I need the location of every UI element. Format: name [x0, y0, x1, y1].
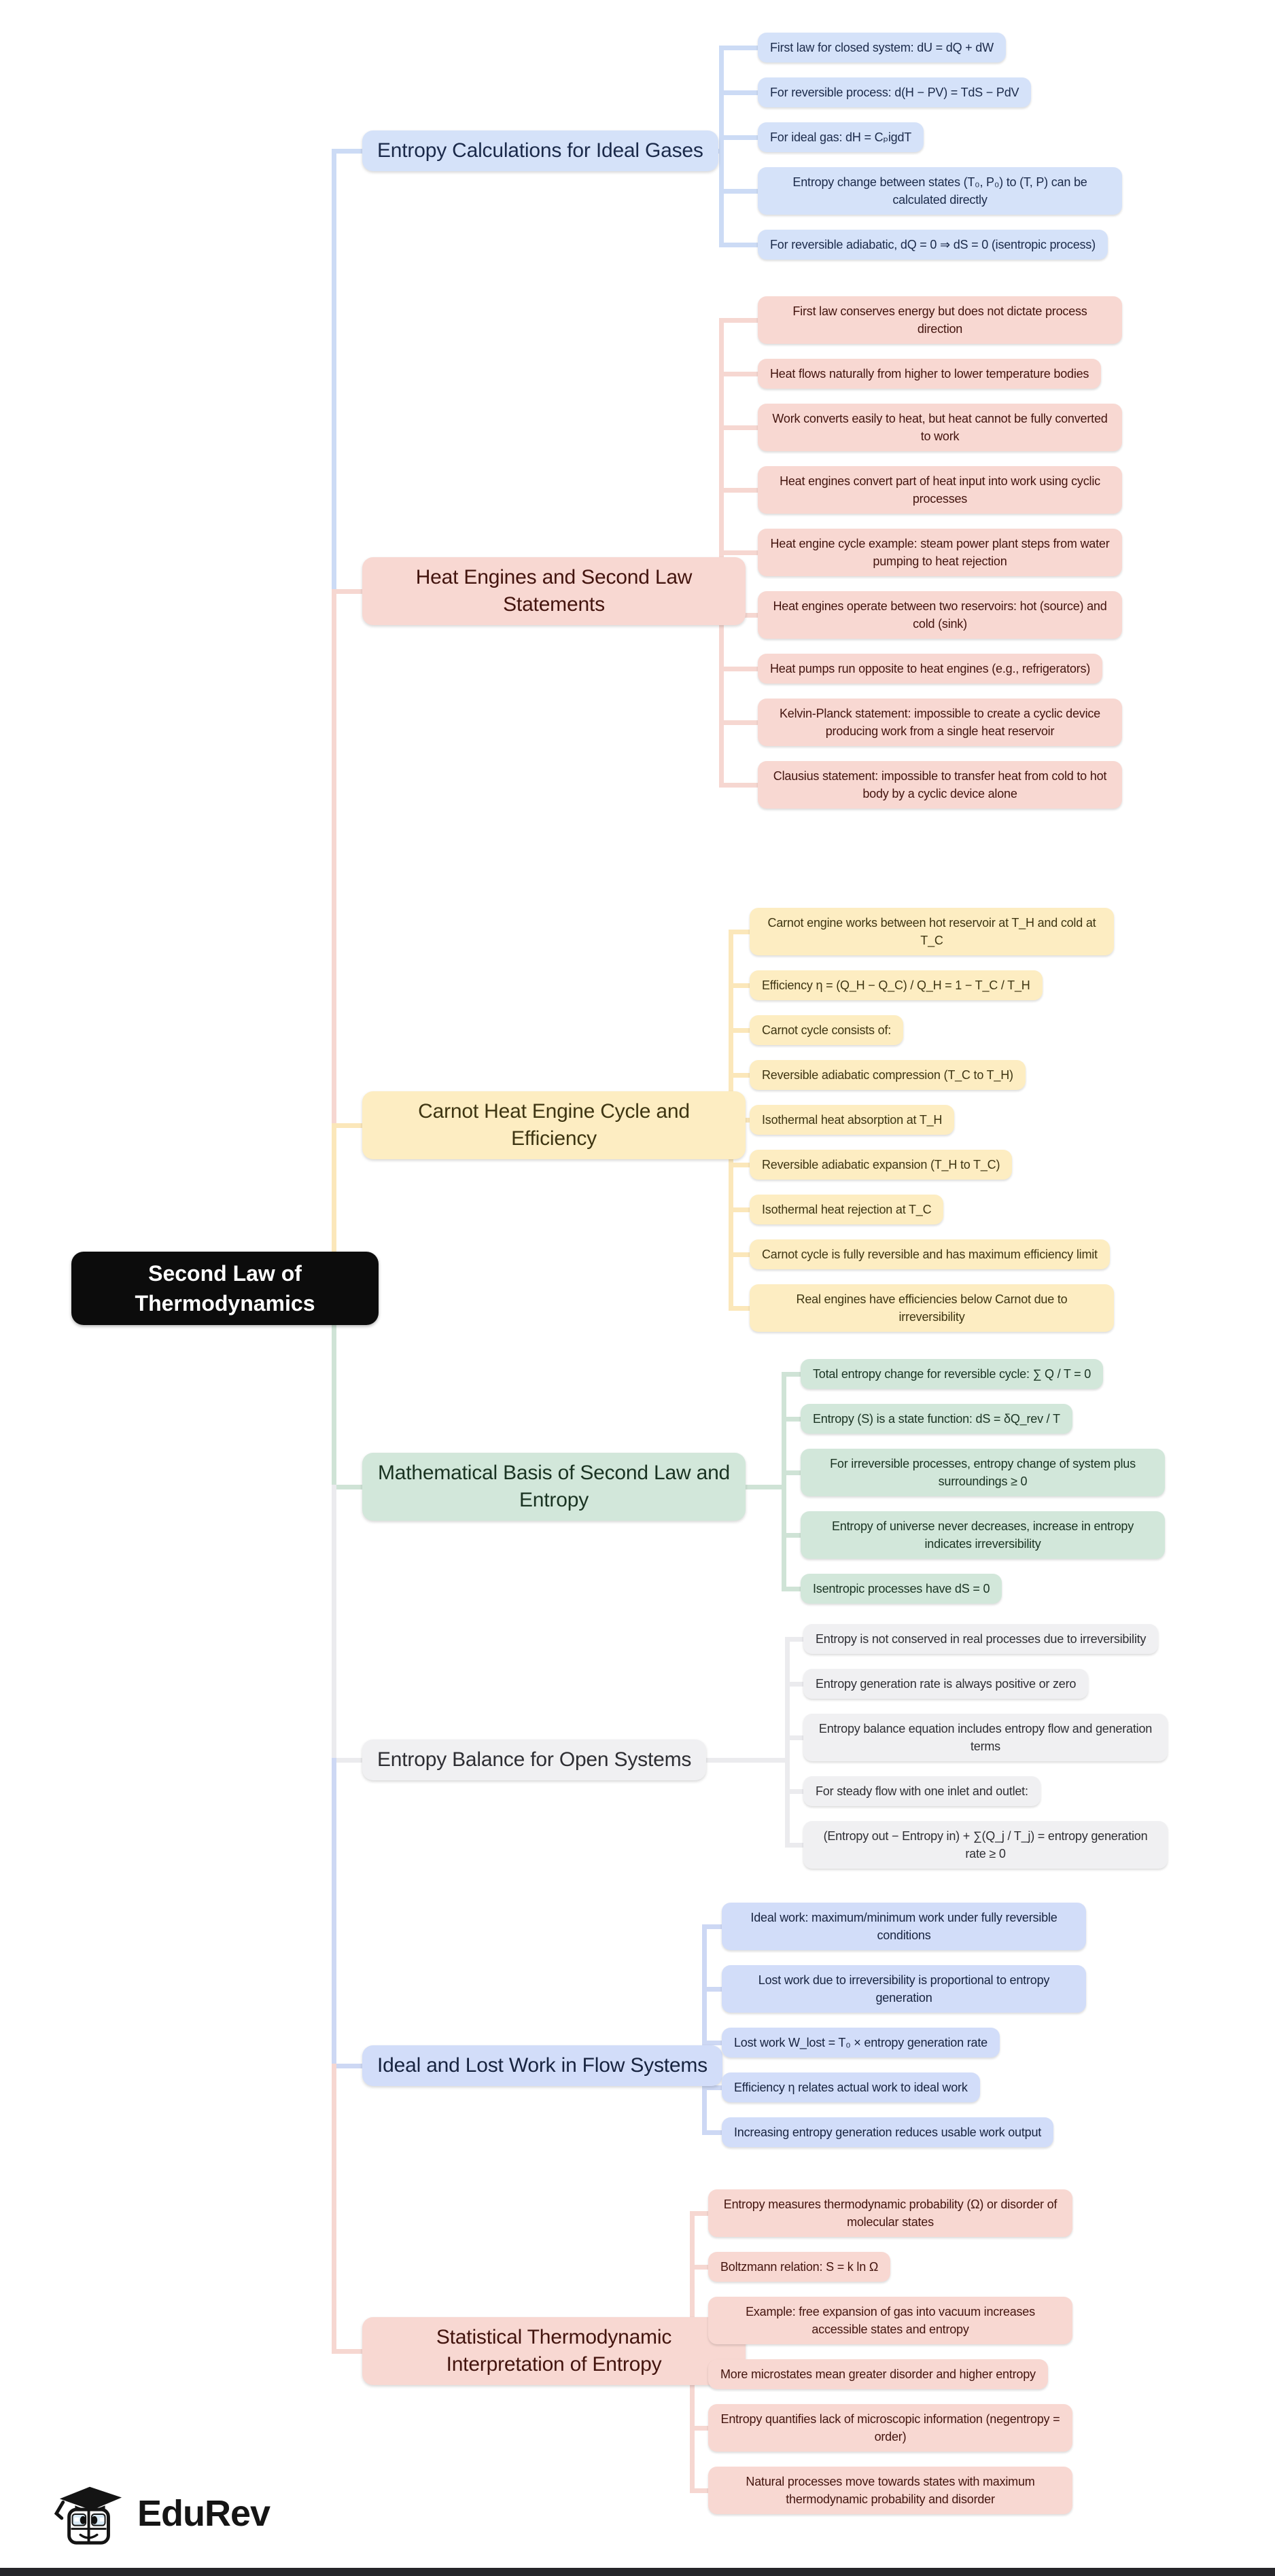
leaf-connector-stub	[729, 1306, 751, 1311]
leaf-node[interactable]: Natural processes move towards states with maximum thermodynamic probability and disorder	[708, 2467, 1072, 2514]
leaf-node[interactable]: Kelvin-Planck statement: impossible to create a cyclic device producing work from a single heat reservoir	[758, 699, 1122, 746]
leaf-connector-stub	[690, 2426, 710, 2431]
leaf-connector-stub	[719, 318, 759, 323]
leaf-connector-stub	[729, 1073, 751, 1078]
leaf-node[interactable]: Entropy of universe never decreases, increase in entropy indicates irreversibility	[801, 1511, 1165, 1559]
branch-leaves-2	[758, 296, 1122, 809]
leaf-node[interactable]: Entropy generation rate is always positive or zero	[803, 1669, 1088, 1699]
leaf-node[interactable]: Entropy change between states (T₀, P₀) to (T, P) can be calculated directly	[758, 167, 1122, 215]
leaf-connector-stub	[785, 1789, 805, 1794]
trunk-to-title-connector	[332, 2064, 365, 2068]
leaf-connector-stub	[702, 1987, 723, 1992]
leaf-node[interactable]: Heat engines convert part of heat input into work using cyclic processes	[758, 466, 1122, 514]
leaf-node[interactable]: Efficiency η relates actual work to ideal work	[722, 2072, 980, 2102]
leaf-node[interactable]: Total entropy change for reversible cycle: ∑ Q / T = 0	[801, 1359, 1103, 1389]
leaf-node[interactable]: First law for closed system: dU = dQ + dW	[758, 33, 1006, 63]
leaf-connector-stub	[729, 1028, 751, 1033]
leaf-connector-stub	[782, 1533, 802, 1538]
leaf-node[interactable]: Isothermal heat rejection at T_C	[750, 1195, 943, 1224]
branch-leaves-7	[708, 2189, 1072, 2514]
leaf-node[interactable]: For ideal gas: dH = CₚigdT	[758, 122, 924, 152]
leaf-connector-stub	[719, 90, 759, 95]
title-to-children-connector	[743, 1485, 786, 1489]
leaf-node[interactable]: Reversible adiabatic expansion (T_H to T_C)	[750, 1150, 1012, 1180]
leaf-node[interactable]: First law conserves energy but does not dictate process direction	[758, 296, 1122, 344]
leaf-connector-stub	[719, 46, 759, 50]
leaf-node[interactable]: Entropy (S) is a state function: dS = δQ_rev / T	[801, 1404, 1072, 1434]
leaf-node[interactable]: Efficiency η = (Q_H − Q_C) / Q_H = 1 − T_C / T_H	[750, 970, 1043, 1000]
leaf-connector-stub	[719, 667, 759, 671]
leaf-node[interactable]: Entropy is not conserved in real processes due to irreversibility	[803, 1624, 1158, 1654]
leaf-connector-stub	[690, 2211, 710, 2216]
trunk-segment	[332, 2064, 336, 2354]
leaf-node[interactable]: Work converts easily to heat, but heat cannot be fully converted to work	[758, 404, 1122, 451]
leaf-node[interactable]: Increasing entropy generation reduces usable work output	[722, 2117, 1053, 2147]
leaf-connector-stub	[785, 1637, 805, 1642]
leaf-node[interactable]: Entropy balance equation includes entropy flow and generation terms	[803, 1714, 1168, 1761]
leaf-connector-stub	[785, 1735, 805, 1740]
leaf-node[interactable]: For steady flow with one inlet and outlet:	[803, 1776, 1041, 1806]
branch-title-3[interactable]: Carnot Heat Engine Cycle and Efficiency	[362, 1091, 746, 1159]
leaf-node[interactable]: Example: free expansion of gas into vacuum increases accessible states and entropy	[708, 2297, 1072, 2344]
branch-title-5[interactable]: Entropy Balance for Open Systems	[362, 1740, 706, 1780]
edurev-logo-icon	[53, 2479, 126, 2548]
leaf-connector-stub	[785, 1682, 805, 1687]
child-connector-vertical	[702, 1924, 707, 2135]
leaf-node[interactable]: Heat flows naturally from higher to lower temperature bodies	[758, 359, 1101, 389]
branch-title-1[interactable]: Entropy Calculations for Ideal Gases	[362, 130, 718, 171]
leaf-connector-stub	[782, 1372, 802, 1377]
leaf-node[interactable]: Heat engine cycle example: steam power plant steps from water pumping to heat rejection	[758, 529, 1122, 576]
leaf-connector-stub	[729, 1252, 751, 1257]
leaf-node[interactable]: Lost work W_lost = T₀ × entropy generation rate	[722, 2028, 1000, 2058]
leaf-connector-stub	[782, 1470, 802, 1475]
leaf-node[interactable]: For reversible adiabatic, dQ = 0 ⇒ dS = 0 (isentropic process)	[758, 230, 1108, 260]
branch-leaves-5	[803, 1624, 1168, 1869]
leaf-node[interactable]: Heat engines operate between two reservoirs: hot (source) and cold (sink)	[758, 591, 1122, 639]
leaf-node[interactable]: For irreversible processes, entropy change of system plus surroundings ≥ 0	[801, 1449, 1165, 1496]
trunk-to-title-connector	[332, 1123, 365, 1128]
leaf-connector-stub	[719, 425, 759, 430]
leaf-connector-stub	[702, 1924, 723, 1929]
child-connector-vertical	[719, 46, 724, 247]
leaf-connector-stub	[719, 189, 759, 194]
leaf-node[interactable]: (Entropy out − Entropy in) + ∑(Q_j / T_j) = entropy generation rate ≥ 0	[803, 1821, 1168, 1869]
leaf-connector-stub	[702, 2130, 723, 2135]
leaf-connector-stub	[719, 783, 759, 788]
child-connector-vertical	[785, 1637, 790, 1848]
branch-leaves-3	[750, 908, 1114, 1332]
leaf-connector-stub	[690, 2265, 710, 2270]
leaf-connector-stub	[782, 1417, 802, 1422]
leaf-connector-stub	[719, 488, 759, 493]
branch-leaves-4	[801, 1359, 1165, 1604]
branch-title-7[interactable]: Statistical Thermodynamic Interpretation of Entropy	[362, 2317, 746, 2385]
leaf-connector-stub	[690, 2488, 710, 2493]
title-to-children-connector	[703, 1758, 790, 1763]
leaf-connector-stub	[729, 1163, 751, 1167]
trunk-to-title-connector	[332, 2349, 365, 2354]
leaf-node[interactable]: Carnot cycle consists of:	[750, 1015, 903, 1045]
branch-title-4[interactable]: Mathematical Basis of Second Law and Entropy	[362, 1453, 746, 1521]
leaf-node[interactable]: Entropy quantifies lack of microscopic information (negentropy = order)	[708, 2404, 1072, 2452]
leaf-node[interactable]: Isothermal heat absorption at T_H	[750, 1105, 954, 1135]
branch-title-6[interactable]: Ideal and Lost Work in Flow Systems	[362, 2045, 722, 2086]
leaf-node[interactable]: More microstates mean greater disorder and higher entropy	[708, 2359, 1048, 2389]
branch-leaves-1	[758, 33, 1122, 260]
trunk-to-title-connector	[332, 1758, 365, 1763]
trunk-to-title-connector	[332, 589, 365, 594]
leaf-node[interactable]: Reversible adiabatic compression (T_C to T_H)	[750, 1060, 1026, 1090]
trunk-to-title-connector	[332, 1485, 365, 1489]
leaf-node[interactable]: For reversible process: d(H − PV) = TdS − PdV	[758, 77, 1031, 107]
trunk-segment	[332, 589, 336, 1128]
branch-leaves-6	[722, 1903, 1086, 2147]
leaf-connector-stub	[719, 550, 759, 555]
leaf-node[interactable]: Isentropic processes have dS = 0	[801, 1574, 1002, 1604]
leaf-connector-stub	[729, 1207, 751, 1212]
leaf-connector-stub	[729, 930, 751, 934]
leaf-node[interactable]: Heat pumps run opposite to heat engines (e.g., refrigerators)	[758, 654, 1102, 684]
leaf-connector-stub	[719, 372, 759, 376]
leaf-connector-stub	[719, 720, 759, 725]
leaf-node[interactable]: Carnot engine works between hot reservoir at T_H and cold at T_C	[750, 908, 1114, 955]
bottom-bar	[0, 2568, 1275, 2576]
leaf-node[interactable]: Real engines have efficiencies below Carnot due to irreversibility	[750, 1284, 1114, 1332]
edurev-brand-text: EduRev	[137, 2493, 270, 2534]
root-node[interactable]: Second Law of Thermodynamics	[71, 1252, 379, 1325]
trunk-segment	[332, 1485, 336, 1763]
leaf-connector-stub	[719, 243, 759, 247]
leaf-node[interactable]: Entropy measures thermodynamic probability (Ω) or disorder of molecular states	[708, 2189, 1072, 2237]
leaf-node[interactable]: Lost work due to irreversibility is proportional to entropy generation	[722, 1965, 1086, 2013]
leaf-connector-stub	[719, 135, 759, 140]
edurev-logo	[53, 2479, 270, 2548]
leaf-node[interactable]: Clausius statement: impossible to transfer heat from cold to hot body by a cyclic device alone	[758, 761, 1122, 809]
leaf-node[interactable]: Carnot cycle is fully reversible and has maximum efficiency limit	[750, 1239, 1110, 1269]
leaf-connector-stub	[702, 2041, 723, 2045]
child-connector-vertical	[782, 1372, 786, 1591]
leaf-node[interactable]: Ideal work: maximum/minimum work under fully reversible conditions	[722, 1903, 1086, 1950]
trunk-segment	[332, 149, 336, 594]
branch-title-2[interactable]: Heat Engines and Second Law Statements	[362, 557, 746, 625]
trunk-to-title-connector	[332, 149, 365, 154]
leaf-connector-stub	[782, 1587, 802, 1591]
leaf-connector-stub	[785, 1843, 805, 1848]
leaf-node[interactable]: Boltzmann relation: S = k ln Ω	[708, 2252, 890, 2282]
trunk-segment	[332, 1758, 336, 2068]
leaf-connector-stub	[729, 983, 751, 988]
